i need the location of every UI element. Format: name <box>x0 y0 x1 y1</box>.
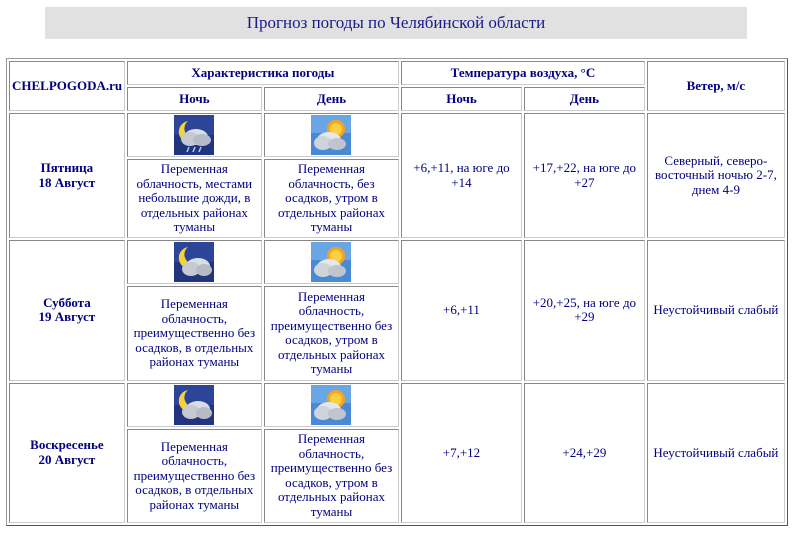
temp-night: +6,+11, на юге до +14 <box>401 113 522 238</box>
day-label <box>9 383 125 523</box>
day-label <box>9 240 125 380</box>
temp-day-header: День <box>524 87 645 111</box>
night-cloudy-icon <box>174 242 214 282</box>
day-description: Переменная облачность, преимущественно без осадков, утром в отдельных районах туманы <box>264 286 399 380</box>
wind: Неустойчивый слабый <box>647 383 785 523</box>
wind-header: Ветер, м/с <box>647 61 785 111</box>
night-description: Переменная облачность, местами небольшие дожди, в отдельных районах туманы <box>127 159 262 238</box>
weather-day-header: День <box>264 87 399 111</box>
forecast-table <box>6 58 788 526</box>
night-icon-cell <box>127 383 262 427</box>
partly-cloudy-sun-icon <box>311 385 351 425</box>
date: 18 Август <box>38 174 96 190</box>
night-icon-cell <box>127 240 262 284</box>
partly-cloudy-sun-icon <box>311 115 351 155</box>
date: 20 Август <box>38 451 96 467</box>
temp-night: +7,+12 <box>401 383 522 523</box>
brand-header: CHELPOGODA.ru <box>9 61 125 111</box>
temp-day: +24,+29 <box>524 383 645 523</box>
temp-day: +17,+22, на юге до +27 <box>524 113 645 238</box>
night-icon-cell <box>127 113 262 157</box>
weekday: Суббота <box>43 294 91 310</box>
day-description: Переменная облачность, преимущественно без осадков, утром в отдельных районах туманы <box>264 429 399 523</box>
night-cloudy-rain-icon <box>174 115 214 155</box>
wind: Неустойчивый слабый <box>647 240 785 380</box>
wind: Северный, северо-восточный ночью 2-7, днем 4-9 <box>647 113 785 238</box>
temp-night-header: Ночь <box>401 87 522 111</box>
weather-char-header: Характеристика погоды <box>127 61 399 85</box>
day-icon-cell <box>264 113 399 157</box>
night-description: Переменная облачность, преимущественно без осадков, в отдельных районах туманы <box>127 429 262 523</box>
temperature-header: Температура воздуха, °C <box>401 61 645 85</box>
partly-cloudy-sun-icon <box>311 242 351 282</box>
night-description: Переменная облачность, преимущественно без осадков, в отдельных районах туманы <box>127 286 262 380</box>
night-cloudy-icon <box>174 385 214 425</box>
day-description: Переменная облачность, без осадков, утром в отдельных районах туманы <box>264 159 399 238</box>
page-title: Прогноз погоды по Челябинской области <box>45 7 747 39</box>
weather-night-header: Ночь <box>127 87 262 111</box>
day-icon-cell <box>264 383 399 427</box>
weekday: Воскресенье <box>30 437 104 453</box>
date: 19 Август <box>38 309 96 325</box>
day-label <box>9 113 125 238</box>
day-icon-cell <box>264 240 399 284</box>
weekday: Пятница <box>40 160 94 176</box>
temp-day: +20,+25, на юге до +29 <box>524 240 645 380</box>
temp-night: +6,+11 <box>401 240 522 380</box>
